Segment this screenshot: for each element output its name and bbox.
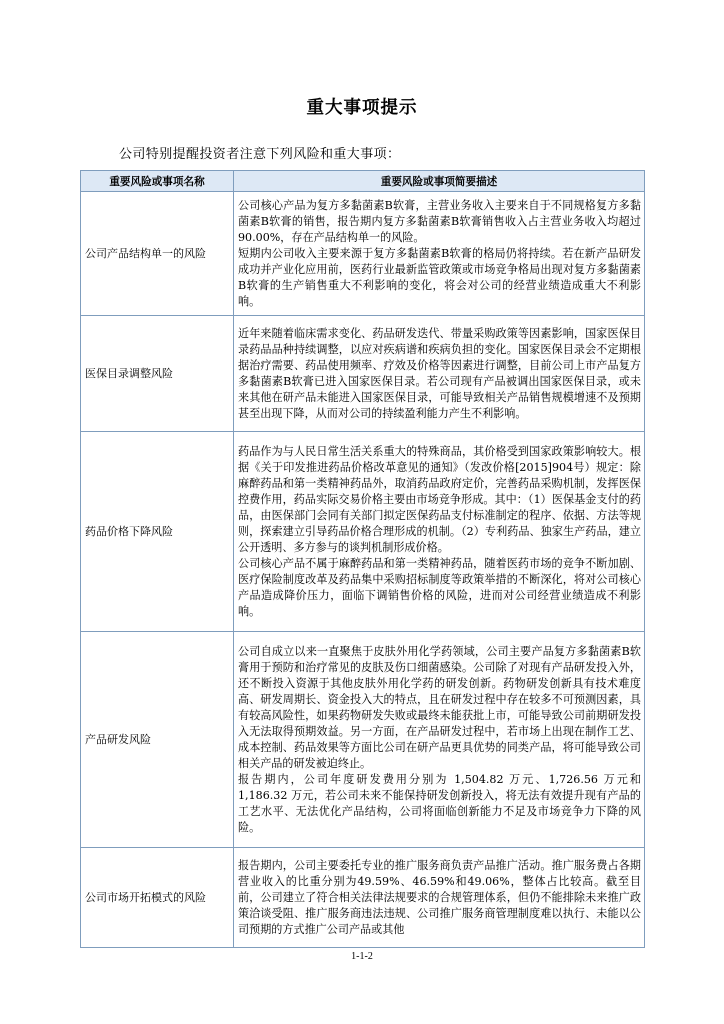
risk-description <box>234 632 645 848</box>
table-row <box>81 848 645 948</box>
description-paragraph: 公司核心产品为复方多黏菌素B软膏，主营业务收入主要来自于不同规格复方多黏菌素B软膏的销售，报告期内复方多黏菌素B软膏销售收入占主营业务收入均超过90.00%，存在产品结构单一的风险。 <box>238 198 641 244</box>
table-row <box>81 316 645 432</box>
risk-table <box>80 170 645 948</box>
risk-name: 产品研发风险 <box>81 632 234 848</box>
risk-name: 公司市场开拓模式的风险 <box>81 848 234 948</box>
description-paragraph: 药品作为与人民日常生活关系重大的特殊商品，其价格受到国家政策影响较大。根据《关于印发推进药品价格改革意见的通知》（发改价格[2015]904号）规定：除麻醉药品和第一类精神药品外，取消药品政府定价，完善药品采购机制，发挥医保控费作用，药品实际交易价格主要由市场竞争形成。其中：（1）医保基金支付的药品，由医保部门会同有关部门拟定医保药品支付标准制定的程序、依据、方法等规则，探索建立引导药品价格合理形成的机制。（2）专利药品、独家生产药品，建立公开透明、多方参与的谈判机制形成价格。 <box>238 444 641 554</box>
header-risk-description: 重要风险或事项简要描述 <box>234 171 645 192</box>
table-row <box>81 432 645 632</box>
description-paragraph: 公司自成立以来一直聚焦于皮肤外用化学药领域，公司主要产品复方多黏菌素B软膏用于预防和治疗常见的皮肤及伤口细菌感染。公司除了对现有产品研发投入外，还不断投入资源于其他皮肤外用化学药的研发创新。药物研发创新具有技术难度高、研发周期长、资金投入大的特点，且在研发过程中存在较多不可预测因素，具有较高风险性，如果药物研发失败或最终未能获批上市，可能导致公司前期研发投入无法取得预期效益。另一方面，在产品研发过程中，若市场上出现在制作工艺、成本控制、药品效果等方面比公司在研产品更具优势的同类产品，将可能导致公司相关产品的研发被迫终止。 <box>238 644 641 770</box>
risk-name: 医保目录调整风险 <box>81 316 234 432</box>
table-row <box>81 192 645 316</box>
table-row <box>81 632 645 848</box>
page-title: 重大事项提示 <box>306 98 418 118</box>
description-paragraph: 近年来随着临床需求变化、药品研发迭代、带量采购政策等因素影响，国家医保目录药品品种持续调整，以应对疾病谱和疾病负担的变化。国家医保目录会不定期根据治疗需要、药品使用频率、疗效及价格等因素进行调整，目前公司上市产品复方多黏菌素B软膏已进入国家医保目录。若公司现有产品被调出国家医保目录，或未来其他在研产品未能进入国家医保目录，可能导致相关产品销售规模增速不及预期甚至出现下降，从而对公司的持续盈利能力产生不利影响。 <box>238 326 641 420</box>
description-paragraph: 报告期内，公司年度研发费用分别为 1,504.82 万元、1,726.56 万元和 1,186.32 万元，若公司未来不能保持研发创新投入，将无法有效提升现有产品的工艺水平、无法优化产品结构，公司将面临创新能力不足及市场竞争力下降的风险。 <box>238 772 641 834</box>
header-risk-name: 重要风险或事项名称 <box>81 171 234 192</box>
risk-description <box>234 432 645 632</box>
description-paragraph: 短期内公司收入主要来源于复方多黏菌素B软膏的格局仍将持续。若在新产品研发成功并产业化应用前，医药行业最新监管政策或市场竞争格局出现对复方多黏菌素B软膏的生产销售重大不利影响的变化，将会对公司的经营业绩造成重大不利影响。 <box>238 246 641 308</box>
risk-name: 药品价格下降风险 <box>81 432 234 632</box>
table-header-row <box>81 171 645 192</box>
description-paragraph: 报告期内，公司主要委托专业的推广服务商负责产品推广活动。推广服务费占各期营业收入的比重分别为49.59%、46.59%和49.06%，整体占比较高。截至目前，公司建立了符合相关法律法规要求的合规管理体系，但仍不能排除未来推广政策洽谈受阻、推广服务商违法违规、公司推广服务商管理制度难以执行、未能以公司预期的方式推广公司产品或其他 <box>238 858 641 936</box>
description-paragraph: 公司核心产品不属于麻醉药品和第一类精神药品，随着医药市场的竞争不断加剧、医疗保险制度改革及药品集中采购招标制度等政策举措的不断深化，将对公司核心产品造成降价压力，面临下调销售价格的风险，进而对公司经营业绩造成不利影响。 <box>238 556 641 618</box>
risk-description <box>234 192 645 316</box>
risk-description <box>234 848 645 948</box>
risk-description <box>234 316 645 432</box>
intro-text: 公司特别提醒投资者注意下列风险和重大事项： <box>119 147 401 162</box>
risk-name: 公司产品结构单一的风险 <box>81 192 234 316</box>
page-number: 1-1-2 <box>351 951 373 962</box>
